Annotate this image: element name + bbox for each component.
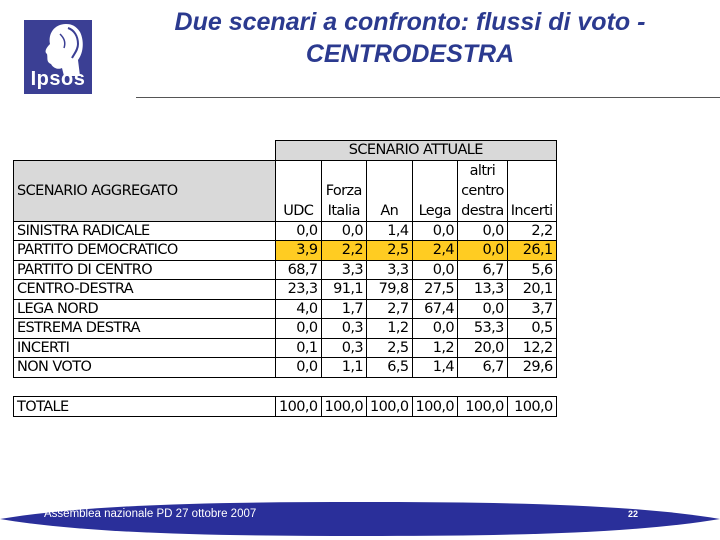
table-row [14, 260, 557, 280]
table-cell: 3,3 [367, 260, 413, 280]
table-cell: 1,2 [367, 319, 413, 339]
table-cell: 2,4 [412, 241, 458, 261]
column-header-line: destra [461, 202, 504, 219]
table-cell: 1,1 [321, 358, 367, 378]
table-cell: 0,0 [276, 221, 322, 241]
table-row [14, 319, 557, 339]
table-cell: 0,0 [276, 358, 322, 378]
table-row [14, 299, 557, 319]
row-header: SCENARIO AGGREGATO [14, 160, 276, 221]
column-header-line [416, 181, 455, 201]
table-cell: 0,0 [412, 319, 458, 339]
column-header-line [511, 161, 553, 181]
table-cell: 2,5 [367, 338, 413, 358]
title-line-2: CENTRODESTRA [305, 40, 515, 68]
scenario-header: SCENARIO ATTUALE [276, 141, 557, 161]
total-cell: 100,0 [412, 397, 458, 417]
column-header-line: An [380, 202, 399, 219]
logo-text: Ipsos [30, 68, 86, 90]
table-row [14, 241, 557, 261]
row-label: SINISTRA RADICALE [14, 221, 276, 241]
column-header-line [325, 161, 364, 181]
column-header-line [370, 181, 409, 201]
row-label: NON VOTO [14, 358, 276, 378]
table-cell: 23,3 [276, 280, 322, 300]
column-header-line: centro [461, 182, 504, 199]
column-header [458, 160, 508, 221]
table-cell: 2,2 [321, 241, 367, 261]
spacer-row [14, 377, 557, 397]
table-cell: 91,1 [321, 280, 367, 300]
column-header-line [279, 161, 318, 181]
spacer-cell [14, 377, 557, 397]
table-row [14, 280, 557, 300]
total-row [14, 397, 557, 417]
table-cell: 4,0 [276, 299, 322, 319]
column-header-line [279, 181, 318, 201]
total-cell: 100,0 [507, 397, 556, 417]
table-cell: 0,0 [458, 241, 508, 261]
total-cell: 100,0 [367, 397, 413, 417]
column-header [367, 160, 413, 221]
column-header-line: UDC [283, 202, 314, 219]
table-cell: 27,5 [412, 280, 458, 300]
column-header-line: altri [469, 162, 496, 179]
page-title [120, 6, 700, 70]
table-row [14, 221, 557, 241]
page-number: 22 [628, 509, 639, 519]
table-row [14, 358, 557, 378]
table-cell: 13,3 [458, 280, 508, 300]
column-header-line: Italia [327, 202, 360, 219]
table-cell: 0,0 [412, 221, 458, 241]
table-cell: 6,5 [367, 358, 413, 378]
table-cell: 67,4 [412, 299, 458, 319]
ipsos-logo [24, 20, 92, 94]
column-header [412, 160, 458, 221]
header-row-columns [14, 160, 557, 221]
table-cell: 1,4 [367, 221, 413, 241]
table-cell: 5,6 [507, 260, 556, 280]
table-cell: 0,0 [412, 260, 458, 280]
table-cell: 0,5 [507, 319, 556, 339]
table-cell: 3,9 [276, 241, 322, 261]
row-label: CENTRO-DESTRA [14, 280, 276, 300]
table-cell: 12,2 [507, 338, 556, 358]
table-cell: 2,2 [507, 221, 556, 241]
table-cell: 29,6 [507, 358, 556, 378]
corner-cell [14, 141, 276, 161]
table-cell: 68,7 [276, 260, 322, 280]
column-header [321, 160, 367, 221]
column-header-line: Forza [325, 182, 362, 199]
table-row [14, 338, 557, 358]
table-cell: 6,7 [458, 358, 508, 378]
total-cell: 100,0 [276, 397, 322, 417]
table-cell: 0,0 [276, 319, 322, 339]
column-header-line: Incerti [510, 202, 553, 219]
title-line-1: Due scenari a confronto: flussi di voto - [174, 8, 646, 36]
column-header-line: Lega [418, 202, 452, 219]
column-header-line [511, 181, 553, 201]
total-cell: 100,0 [458, 397, 508, 417]
table-cell: 0,0 [458, 299, 508, 319]
row-label: PARTITO DEMOCRATICO [14, 241, 276, 261]
table-cell: 0,1 [276, 338, 322, 358]
total-cell: 100,0 [321, 397, 367, 417]
row-label: INCERTI [14, 338, 276, 358]
table-cell: 2,5 [367, 241, 413, 261]
vote-flow-table [13, 140, 557, 417]
table-cell: 0,0 [458, 221, 508, 241]
column-header [276, 160, 322, 221]
table-cell: 79,8 [367, 280, 413, 300]
header-row-scenario [14, 141, 557, 161]
table-cell: 1,2 [412, 338, 458, 358]
total-label: TOTALE [14, 397, 276, 417]
title-divider [136, 97, 720, 98]
table-cell: 26,1 [507, 241, 556, 261]
table-cell: 6,7 [458, 260, 508, 280]
column-header [507, 160, 556, 221]
footer-text: Assemblea nazionale PD 27 ottobre 2007 [44, 508, 257, 520]
table-cell: 3,3 [321, 260, 367, 280]
table-cell: 1,4 [412, 358, 458, 378]
table-cell: 20,1 [507, 280, 556, 300]
row-label: ESTREMA DESTRA [14, 319, 276, 339]
table-cell: 0,3 [321, 338, 367, 358]
table-cell: 2,7 [367, 299, 413, 319]
table-cell: 20,0 [458, 338, 508, 358]
table-cell: 0,0 [321, 221, 367, 241]
table-cell: 3,7 [507, 299, 556, 319]
table-cell: 0,3 [321, 319, 367, 339]
column-header-line [370, 161, 409, 181]
table-cell: 1,7 [321, 299, 367, 319]
table-cell: 53,3 [458, 319, 508, 339]
row-label: PARTITO DI CENTRO [14, 260, 276, 280]
row-label: LEGA NORD [14, 299, 276, 319]
column-header-line [416, 161, 455, 181]
